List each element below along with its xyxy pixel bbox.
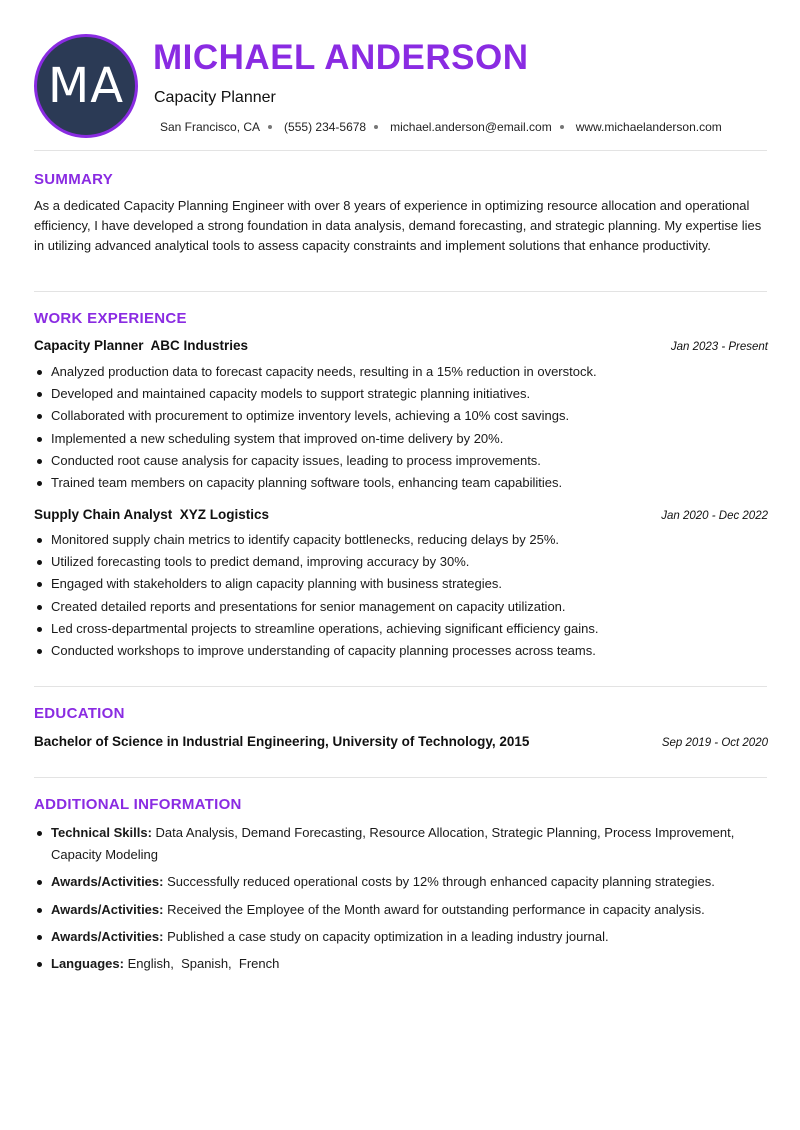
list-item: Conducted workshops to improve understanding of capacity planning processes across teams.: [34, 640, 768, 662]
job-bullets: [34, 529, 768, 662]
item-label: Awards/Activities:: [51, 874, 164, 890]
list-item: [34, 926, 768, 948]
job-header: [34, 338, 768, 353]
item-text: Data Analysis, Demand Forecasting, Resource Allocation, Strategic Planning, Process Improvement, Capacity Modeling: [51, 825, 738, 863]
list-item: Led cross-departmental projects to streamline operations, achieving significant efficiency gains.: [34, 618, 768, 640]
summary-heading: SUMMARY: [34, 171, 114, 188]
avatar-initials: MA: [47, 58, 125, 114]
list-item: Monitored supply chain metrics to identify capacity bottlenecks, reducing delays by 25%.: [34, 529, 768, 551]
education-entry: [34, 734, 768, 749]
item-text: Received the Employee of the Month award for outstanding performance in capacity analysis.: [167, 901, 705, 917]
avatar: [34, 34, 138, 138]
contact-phone: (555) 234-5678: [284, 120, 367, 134]
job-role: Supply Chain Analyst XYZ Logistics: [34, 507, 270, 522]
list-item: Engaged with stakeholders to align capacity planning with business strategies.: [34, 573, 768, 595]
summary-text: As a dedicated Capacity Planning Engineer with over 8 years of experience in optimizing resource allocation and operational efficiency, I have developed a strong foundation in data analysis, demand forecasting, and strategic planning. My expertise lies in utilizing advanced analytical tools to assess capacity constraints and implement solutions that enhance productivity.: [34, 198, 762, 253]
divider: [34, 150, 767, 151]
additional-list: [34, 822, 768, 980]
list-item: Developed and maintained capacity models to support strategic planning initiatives.: [34, 383, 768, 405]
item-text: English, Spanish, French: [127, 956, 280, 972]
contact-email[interactable]: michael.anderson@email.com: [390, 120, 552, 134]
item-label: Awards/Activities:: [51, 928, 164, 944]
list-item: [34, 871, 768, 893]
item-label: Languages:: [51, 956, 124, 972]
contact-website[interactable]: www.michaelanderson.com: [575, 120, 722, 134]
divider: [34, 291, 767, 292]
contact-location: San Francisco, CA: [160, 120, 261, 134]
candidate-title: Capacity Planner: [154, 89, 276, 106]
item-text: Published a case study on capacity optimization in a leading industry journal.: [167, 928, 609, 944]
separator-dot: [268, 125, 272, 129]
job-dates: Jan 2023 - Present: [670, 341, 768, 353]
job-role: Capacity Planner ABC Industries: [34, 338, 249, 353]
job-header: [34, 507, 768, 522]
job-dates: Jan 2020 - Dec 2022: [661, 510, 768, 522]
candidate-name: MICHAEL ANDERSON: [153, 38, 529, 77]
education-dates: Sep 2019 - Oct 2020: [661, 737, 768, 749]
divider: [34, 777, 767, 778]
experience-heading: WORK EXPERIENCE: [34, 310, 187, 327]
list-item: Utilized forecasting tools to predict demand, improving accuracy by 30%.: [34, 551, 768, 573]
list-item: [34, 899, 768, 921]
separator-dot: [560, 125, 564, 129]
additional-heading: ADDITIONAL INFORMATION: [34, 796, 242, 813]
list-item: Implemented a new scheduling system that improved on-time delivery by 20%.: [34, 428, 768, 450]
list-item: Created detailed reports and presentations for senior management on capacity utilization.: [34, 596, 768, 618]
education-degree: Bachelor of Science in Industrial Engineering, University of Technology, 2015: [34, 734, 530, 749]
contact-row: [160, 120, 722, 134]
list-item: Collaborated with procurement to optimize inventory levels, achieving a 10% cost savings.: [34, 405, 768, 427]
item-label: Awards/Activities:: [51, 901, 164, 917]
job-bullets: [34, 361, 768, 494]
item-text: Successfully reduced operational costs by 12% through enhanced capacity planning strategies.: [167, 874, 715, 890]
list-item: Conducted root cause analysis for capacity issues, leading to process improvements.: [34, 450, 768, 472]
item-label: Technical Skills:: [51, 825, 152, 840]
separator-dot: [374, 125, 378, 129]
education-heading: EDUCATION: [34, 705, 125, 722]
list-item: Analyzed production data to forecast capacity needs, resulting in a 15% reduction in overstock.: [34, 361, 768, 383]
list-item: [34, 822, 768, 866]
list-item: Trained team members on capacity planning software tools, enhancing team capabilities.: [34, 472, 768, 494]
list-item: [34, 953, 768, 975]
divider: [34, 686, 767, 687]
